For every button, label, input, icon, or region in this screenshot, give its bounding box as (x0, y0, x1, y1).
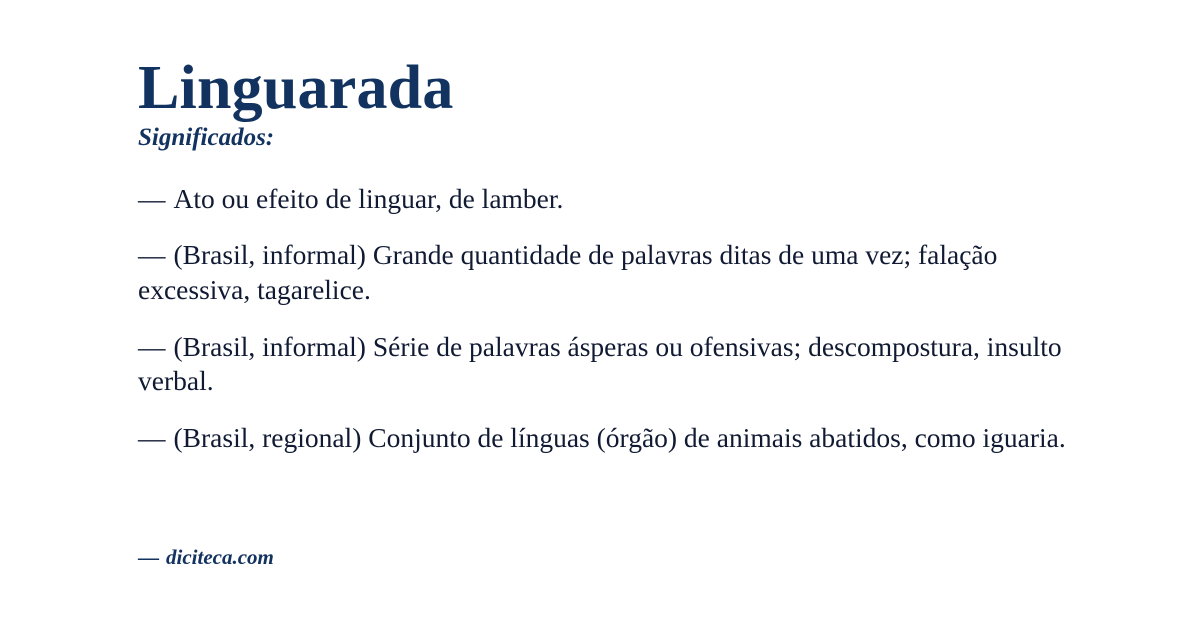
list-item (138, 182, 1070, 217)
meaning-text: (Brasil, informal) Série de palavras ásperas ou ofensivas; descompostura, insulto verbal. (138, 330, 1062, 397)
meaning-text: Ato ou efeito de linguar, de lamber. (173, 182, 564, 214)
list-item (138, 330, 1070, 399)
em-dash-icon: — (138, 330, 166, 362)
list-item (138, 238, 1070, 307)
page-title: Linguarada (138, 54, 454, 122)
source-label: diciteca.com (166, 545, 274, 569)
em-dash-icon: — (138, 421, 166, 453)
em-dash-icon: — (138, 239, 166, 271)
meaning-text: (Brasil, regional) Conjunto de línguas (órgão) de animais abatidos, como iguaria. (173, 421, 1066, 453)
em-dash-icon: — (138, 545, 159, 569)
meanings-list (138, 182, 1070, 456)
meaning-text: (Brasil, informal) Grande quantidade de palavras ditas de uma vez; falação excessiva, tagarelice. (138, 239, 998, 305)
list-item (138, 421, 1070, 456)
meanings-subtitle: Significados: (138, 123, 275, 151)
source-attribution (138, 545, 274, 570)
em-dash-icon: — (138, 182, 166, 214)
